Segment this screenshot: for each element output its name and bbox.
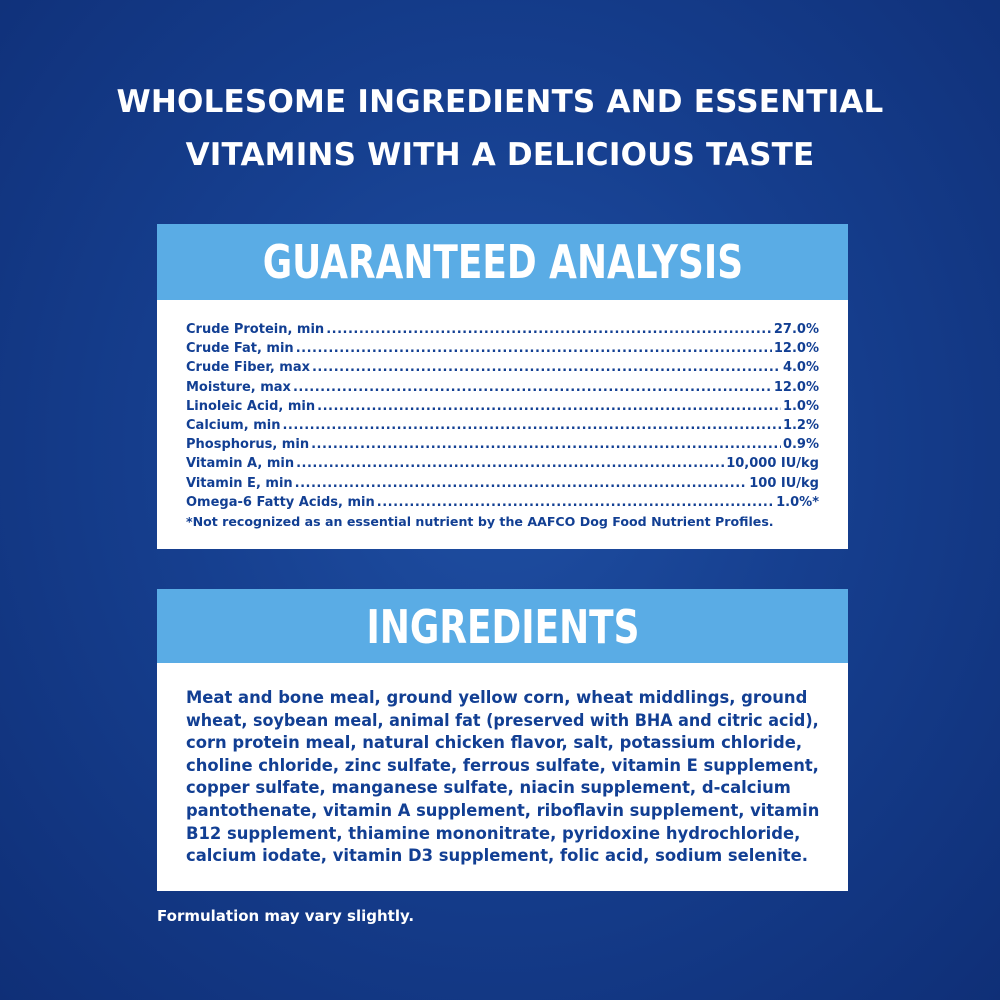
- analysis-row: [186, 454, 819, 473]
- guaranteed-analysis-title: GUARANTEED ANALYSIS: [262, 235, 743, 289]
- ingredients-line: B12 supplement, thiamine mononitrate, pyridoxine hydrochloride,: [186, 823, 801, 843]
- analysis-value: 10,000 IU/kg: [726, 456, 819, 472]
- ingredients-line: calcium iodate, vitamin D3 supplement, folic acid, sodium selenite.: [186, 846, 808, 866]
- dot-leader: [326, 320, 772, 339]
- dot-leader: [293, 378, 772, 397]
- analysis-row: [186, 320, 819, 339]
- analysis-label: Vitamin E, min: [186, 475, 293, 491]
- analysis-row: [186, 474, 819, 493]
- analysis-row: [186, 435, 819, 454]
- analysis-row: [186, 358, 819, 377]
- dot-leader: [311, 435, 781, 454]
- analysis-value: 12.0%: [773, 341, 819, 357]
- analysis-label: Crude Fiber, max: [186, 360, 310, 376]
- dot-leader: [377, 493, 774, 512]
- analysis-value: 4.0%: [782, 360, 819, 376]
- formulation-note: Formulation may vary slightly.: [157, 907, 415, 925]
- headline: [0, 76, 1000, 182]
- dot-leader: [296, 339, 772, 358]
- analysis-row: [186, 339, 819, 358]
- analysis-label: Omega-6 Fatty Acids, min: [186, 494, 375, 510]
- headline-line-2: VITAMINS WITH A DELICIOUS TASTE: [185, 137, 815, 173]
- ingredients-line: pantothenate, vitamin A supplement, riboflavin supplement, vitamin: [186, 800, 820, 820]
- analysis-label: Vitamin A, min: [186, 456, 295, 472]
- dot-leader: [282, 416, 780, 435]
- dot-leader: [317, 397, 781, 416]
- analysis-value: 100 IU/kg: [749, 475, 819, 491]
- headline-line-1: WHOLESOME INGREDIENTS AND ESSENTIAL: [116, 84, 884, 120]
- analysis-label: Calcium, min: [186, 417, 281, 433]
- analysis-value: 1.0%: [782, 398, 819, 414]
- analysis-row: [186, 378, 819, 397]
- analysis-value: 27.0%: [773, 322, 819, 337]
- analysis-row: [186, 416, 819, 435]
- guaranteed-analysis-list: [157, 300, 848, 531]
- ingredients-header: [157, 589, 848, 663]
- analysis-row: [186, 397, 819, 416]
- dot-leader: [296, 454, 724, 473]
- ingredients-title: INGREDIENTS: [366, 600, 639, 654]
- ingredients-line: wheat, soybean meal, animal fat (preserved with BHA and citric acid),: [186, 710, 819, 730]
- ingredients-text: [157, 663, 848, 868]
- ingredients-line: corn protein meal, natural chicken flavor, salt, potassium chloride,: [186, 733, 803, 753]
- guaranteed-analysis-panel: [157, 224, 848, 549]
- ingredients-line: copper sulfate, manganese sulfate, niacin supplement, d-calcium: [186, 778, 791, 798]
- ingredients-line: Meat and bone meal, ground yellow corn, wheat middlings, ground: [186, 688, 808, 707]
- analysis-value: 1.0%*: [776, 494, 819, 510]
- analysis-value: 1.2%: [782, 417, 819, 433]
- guaranteed-analysis-header: [157, 224, 848, 300]
- analysis-label: Linoleic Acid, min: [186, 398, 316, 414]
- dot-leader: [295, 474, 748, 493]
- analysis-row: [186, 493, 819, 512]
- analysis-value: 12.0%: [773, 379, 819, 395]
- analysis-label: Crude Protein, min: [186, 322, 325, 337]
- analysis-label: Moisture, max: [186, 379, 291, 395]
- dot-leader: [312, 358, 781, 377]
- analysis-label: Crude Fat, min: [186, 341, 294, 357]
- analysis-value: 0.9%: [782, 437, 819, 453]
- analysis-footnote: *Not recognized as an essential nutrient by the AAFCO Dog Food Nutrient Profiles.: [186, 513, 774, 529]
- ingredients-panel: [157, 589, 848, 891]
- ingredients-line: choline chloride, zinc sulfate, ferrous sulfate, vitamin E supplement,: [186, 755, 819, 775]
- analysis-label: Phosphorus, min: [186, 437, 310, 453]
